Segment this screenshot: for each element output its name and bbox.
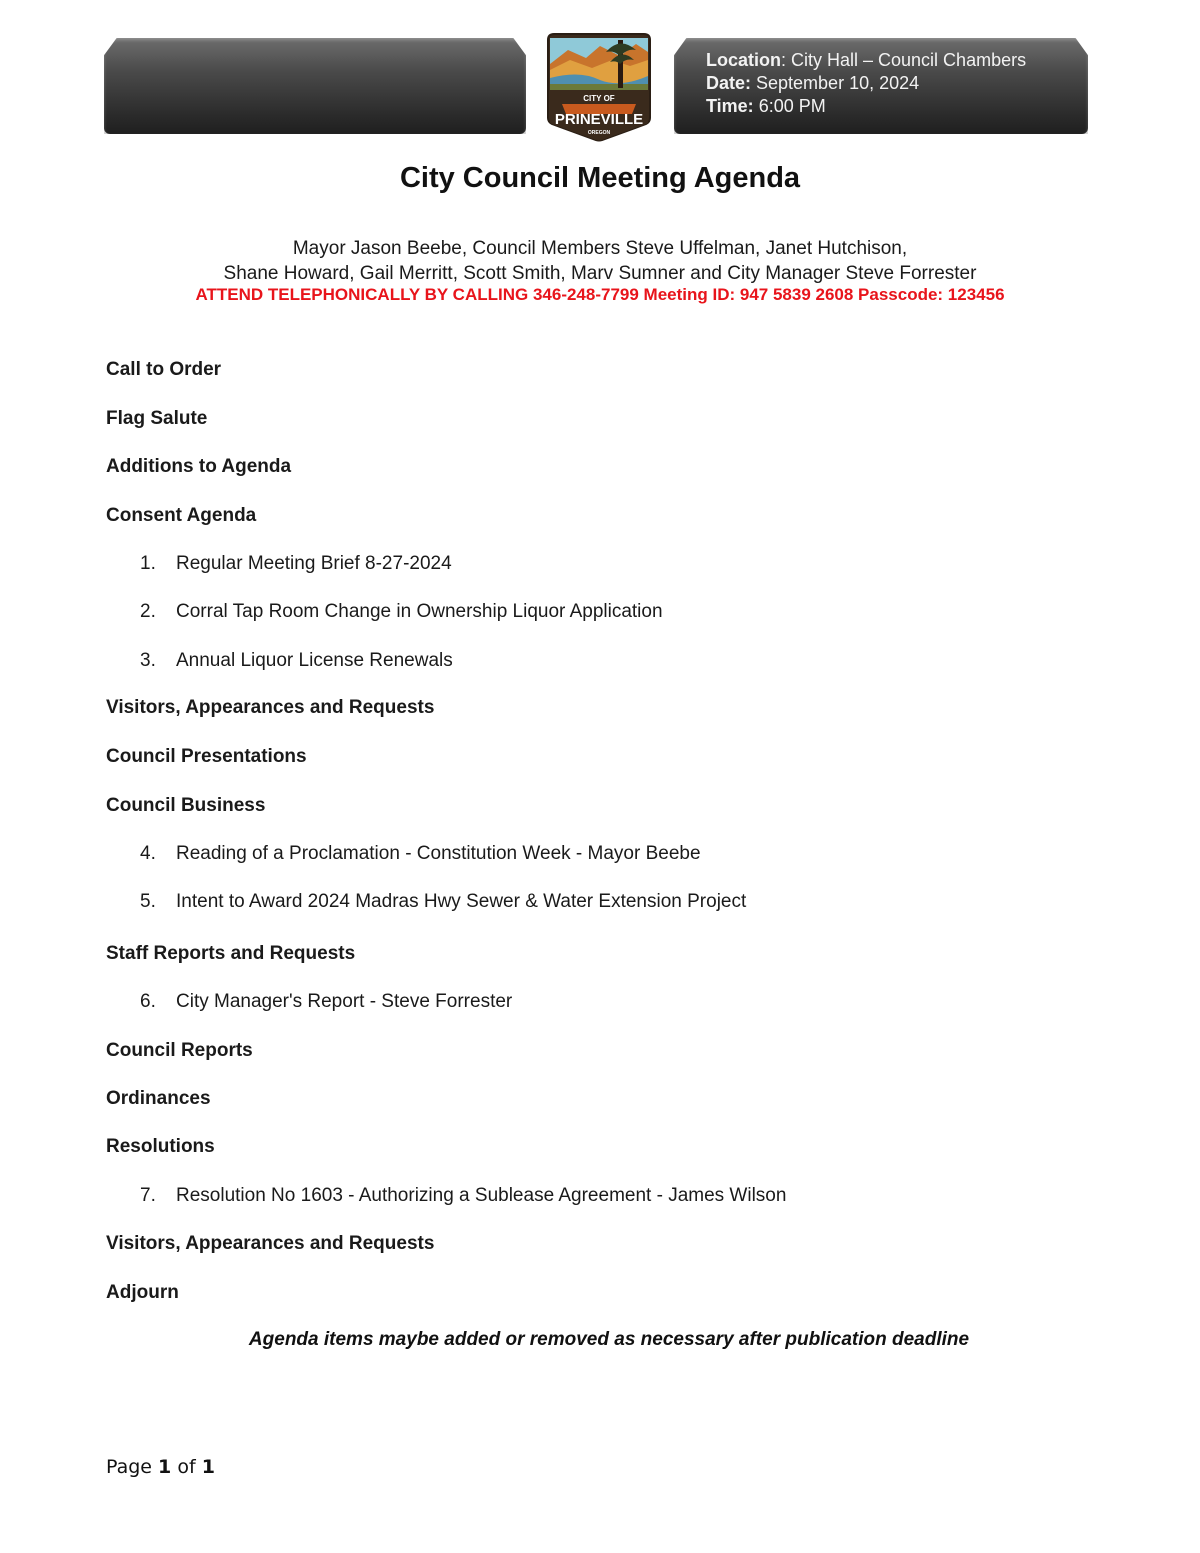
agenda-item-6 (140, 991, 512, 1013)
section-additions-to-agenda: Additions to Agenda (106, 456, 292, 477)
item-text: Reading of a Proclamation - Constitution Week - Mayor Beebe (176, 843, 701, 864)
item-number: 1. (140, 553, 156, 574)
time-value: 6:00 PM (753, 96, 826, 116)
agenda-item-5 (140, 891, 746, 913)
members-line-2: Shane Howard, Gail Merritt, Scott Smith, Marv Sumner and City Manager Steve Forrester (223, 263, 977, 284)
location-label: Location (706, 50, 781, 70)
agenda-item-3 (140, 650, 453, 672)
telephone-attendance-notice: ATTEND TELEPHONICALLY BY CALLING 346-248-7799 Meeting ID: 947 5839 2608 Passcode: 123456 (195, 285, 1005, 304)
page-title: City Council Meeting Agenda (399, 162, 801, 194)
item-text: Corral Tap Room Change in Ownership Liquor Application (176, 601, 663, 622)
item-text: Annual Liquor License Renewals (176, 650, 453, 671)
header-banner-left (104, 38, 526, 134)
agenda-item-2 (140, 601, 663, 623)
section-visitors-appearances-requests-2: Visitors, Appearances and Requests (106, 1233, 435, 1254)
section-staff-reports: Staff Reports and Requests (106, 943, 356, 964)
item-number: 3. (140, 650, 156, 671)
item-text: City Manager's Report - Steve Forrester (176, 991, 513, 1012)
publication-disclaimer: Agenda items maybe added or removed as necessary after publication deadline (248, 1329, 970, 1350)
agenda-item-4 (140, 843, 701, 865)
location-line (706, 49, 1026, 72)
agenda-item-1 (140, 553, 452, 575)
page-number (106, 1456, 215, 1478)
time-label: Time: (706, 96, 754, 116)
section-council-business: Council Business (106, 795, 266, 816)
section-ordinances: Ordinances (106, 1088, 211, 1109)
time-line (706, 95, 1026, 118)
page-current: 1 (158, 1456, 172, 1478)
section-adjourn: Adjourn (106, 1282, 179, 1303)
section-council-presentations: Council Presentations (106, 746, 307, 767)
date-line (706, 72, 1026, 95)
section-call-to-order: Call to Order (106, 359, 222, 380)
item-number: 2. (140, 601, 156, 622)
section-flag-salute: Flag Salute (106, 408, 208, 429)
members-line-1: Mayor Jason Beebe, Council Members Steve Uffelman, Janet Hutchison, (292, 238, 908, 259)
section-visitors-appearances-requests: Visitors, Appearances and Requests (106, 697, 435, 718)
page-prefix: Page (106, 1456, 159, 1478)
item-text: Regular Meeting Brief 8-27-2024 (176, 553, 452, 574)
city-logo (540, 30, 658, 142)
date-value: September 10, 2024 (751, 73, 920, 93)
item-number: 4. (140, 843, 156, 864)
section-resolutions: Resolutions (106, 1136, 215, 1157)
item-text: Intent to Award 2024 Madras Hwy Sewer & Water Extension Project (176, 891, 747, 912)
section-consent-agenda: Consent Agenda (106, 505, 257, 526)
item-number: 5. (140, 891, 156, 912)
logo-text-prineville: PRINEVILLE (554, 111, 644, 128)
council-members (0, 236, 1200, 286)
page-total: 1 (201, 1456, 215, 1478)
logo-text-oregon: OREGON (587, 130, 611, 136)
location-value: : City Hall – Council Chambers (781, 50, 1027, 70)
item-text: Resolution No 1603 - Authorizing a Sublease Agreement - James Wilson (176, 1185, 787, 1206)
meeting-info (706, 49, 1026, 118)
section-council-reports: Council Reports (106, 1040, 253, 1061)
agenda-item-7 (140, 1185, 786, 1207)
date-label: Date: (706, 73, 752, 93)
item-number: 6. (140, 991, 156, 1012)
page-of: of (171, 1456, 202, 1478)
item-number: 7. (140, 1185, 156, 1206)
logo-text-cityof: CITY OF (583, 94, 615, 103)
